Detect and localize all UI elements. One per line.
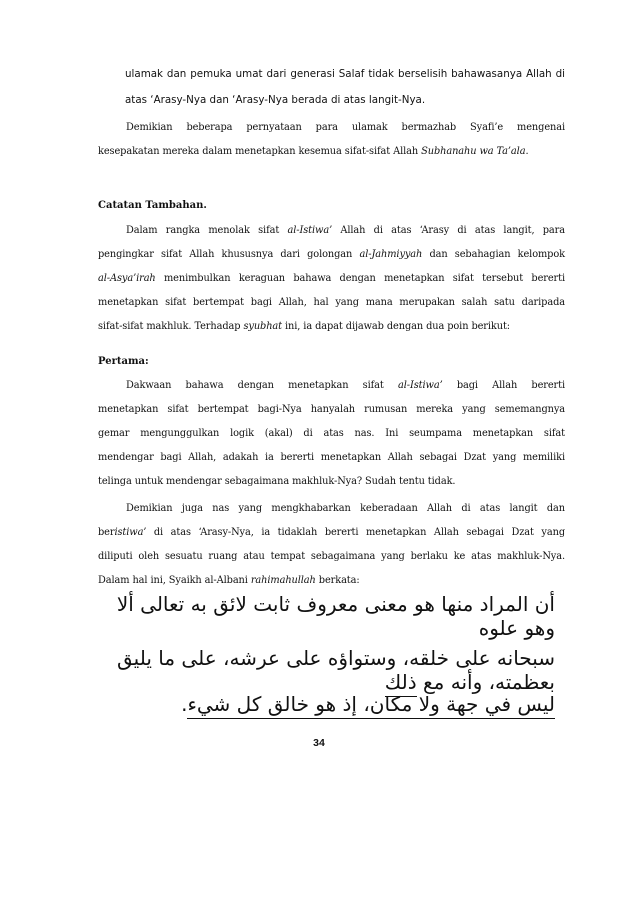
heading-catatan-tambahan: Catatan Tambahan. [98,200,207,211]
arabic-underlined-text: ذلك [385,670,417,697]
paragraph-line: diliputi oleh sesuatu ruang atau tempat sebagaimana yang berlaku ke atas makhluk-Nya. [98,551,565,562]
paragraph-line: kesepakatan mereka dalam menetapkan kesemua sifat-sifat Allah Subhanahu wa Ta’ala. [98,146,529,157]
arabic-underlined-text: ليس في جهة ولا مكان، إذ هو خالق كل شيء [187,692,555,719]
paragraph-line: Demikian beberapa pernyataan para ulamak bermazhab Syafi’e mengenai [126,122,565,133]
page-number: 34 [313,737,325,749]
arabic-line-1: أن المراد منها هو معنى معروف ثابت لائق به تعالى ألا وهو علوه [116,592,555,640]
arabic-line-2: سبحانه على خلقه، وستواؤه على عرشه، على ما يليق بعظمته، وأنه مع ذلك [95,646,555,694]
paragraph-line: beristiwa’ di atas ‘Arasy-Nya, ia tidaklah bererti menetapkan Allah sebagai Dzat yang [98,527,565,538]
paragraph-catatan [98,219,565,339]
paragraph-line: Dalam hal ini, Syaikh al-Albani rahimahullah berkata: [98,575,360,586]
paragraph-line: al-Asya’irah menimbulkan keraguan bahawa dengan menetapkan sifat tersebut bererti [98,273,565,284]
arabic-line-3: ليس في جهة ولا مكان، إذ هو خالق كل شيء. [95,692,555,716]
paragraph-pertama [98,374,565,494]
paragraph-line: gemar mengunggulkan logik (akal) di atas nas. Ini seumpama menetapkan sifat [98,428,565,439]
paragraph-demikian [98,497,565,593]
heading-pertama: Pertama: [98,356,149,367]
paragraph-line: Demikian juga nas yang mengkhabarkan keberadaan Allah di atas langit dan [126,503,565,514]
paragraph-summary [98,116,565,164]
paragraph-line: sifat-sifat makhluk. Terhadap syubhat ini, ia dapat dijawab dengan dua poin berikut: [98,321,511,332]
paragraph-line: menetapkan sifat bertempat bagi Allah, hal yang mana merupakan salah satu daripada [98,297,565,308]
paragraph-line: pengingkar sifat Allah khususnya dari golongan al-Jahmiyyah dan sebahagian kelompok [98,249,565,260]
paragraph-line: telinga untuk mendengar sebagaimana makhluk-Nya? Sudah tentu tidak. [98,476,456,487]
paragraph-line: Dakwaan bahawa dengan menetapkan sifat al-Istiwa’ bagi Allah bererti [126,380,565,391]
paragraph-line: Dalam rangka menolak sifat al-Istiwa’ Allah di atas ‘Arasy di atas langit, para [126,225,565,236]
quote-line-1: ulamak dan pemuka umat dari generasi Salaf tidak berselisih bahawasanya Allah di [125,68,565,80]
paragraph-line: menetapkan sifat bertempat bagi-Nya hanyalah rumusan mereka yang sememangnya [98,404,565,415]
quote-line-2: atas ‘Arasy-Nya dan ‘Arasy-Nya berada di atas langit-Nya. [125,94,426,106]
paragraph-line: mendengar bagi Allah, adakah ia bererti menetapkan Allah sebagai Dzat yang memiliki [98,452,565,463]
